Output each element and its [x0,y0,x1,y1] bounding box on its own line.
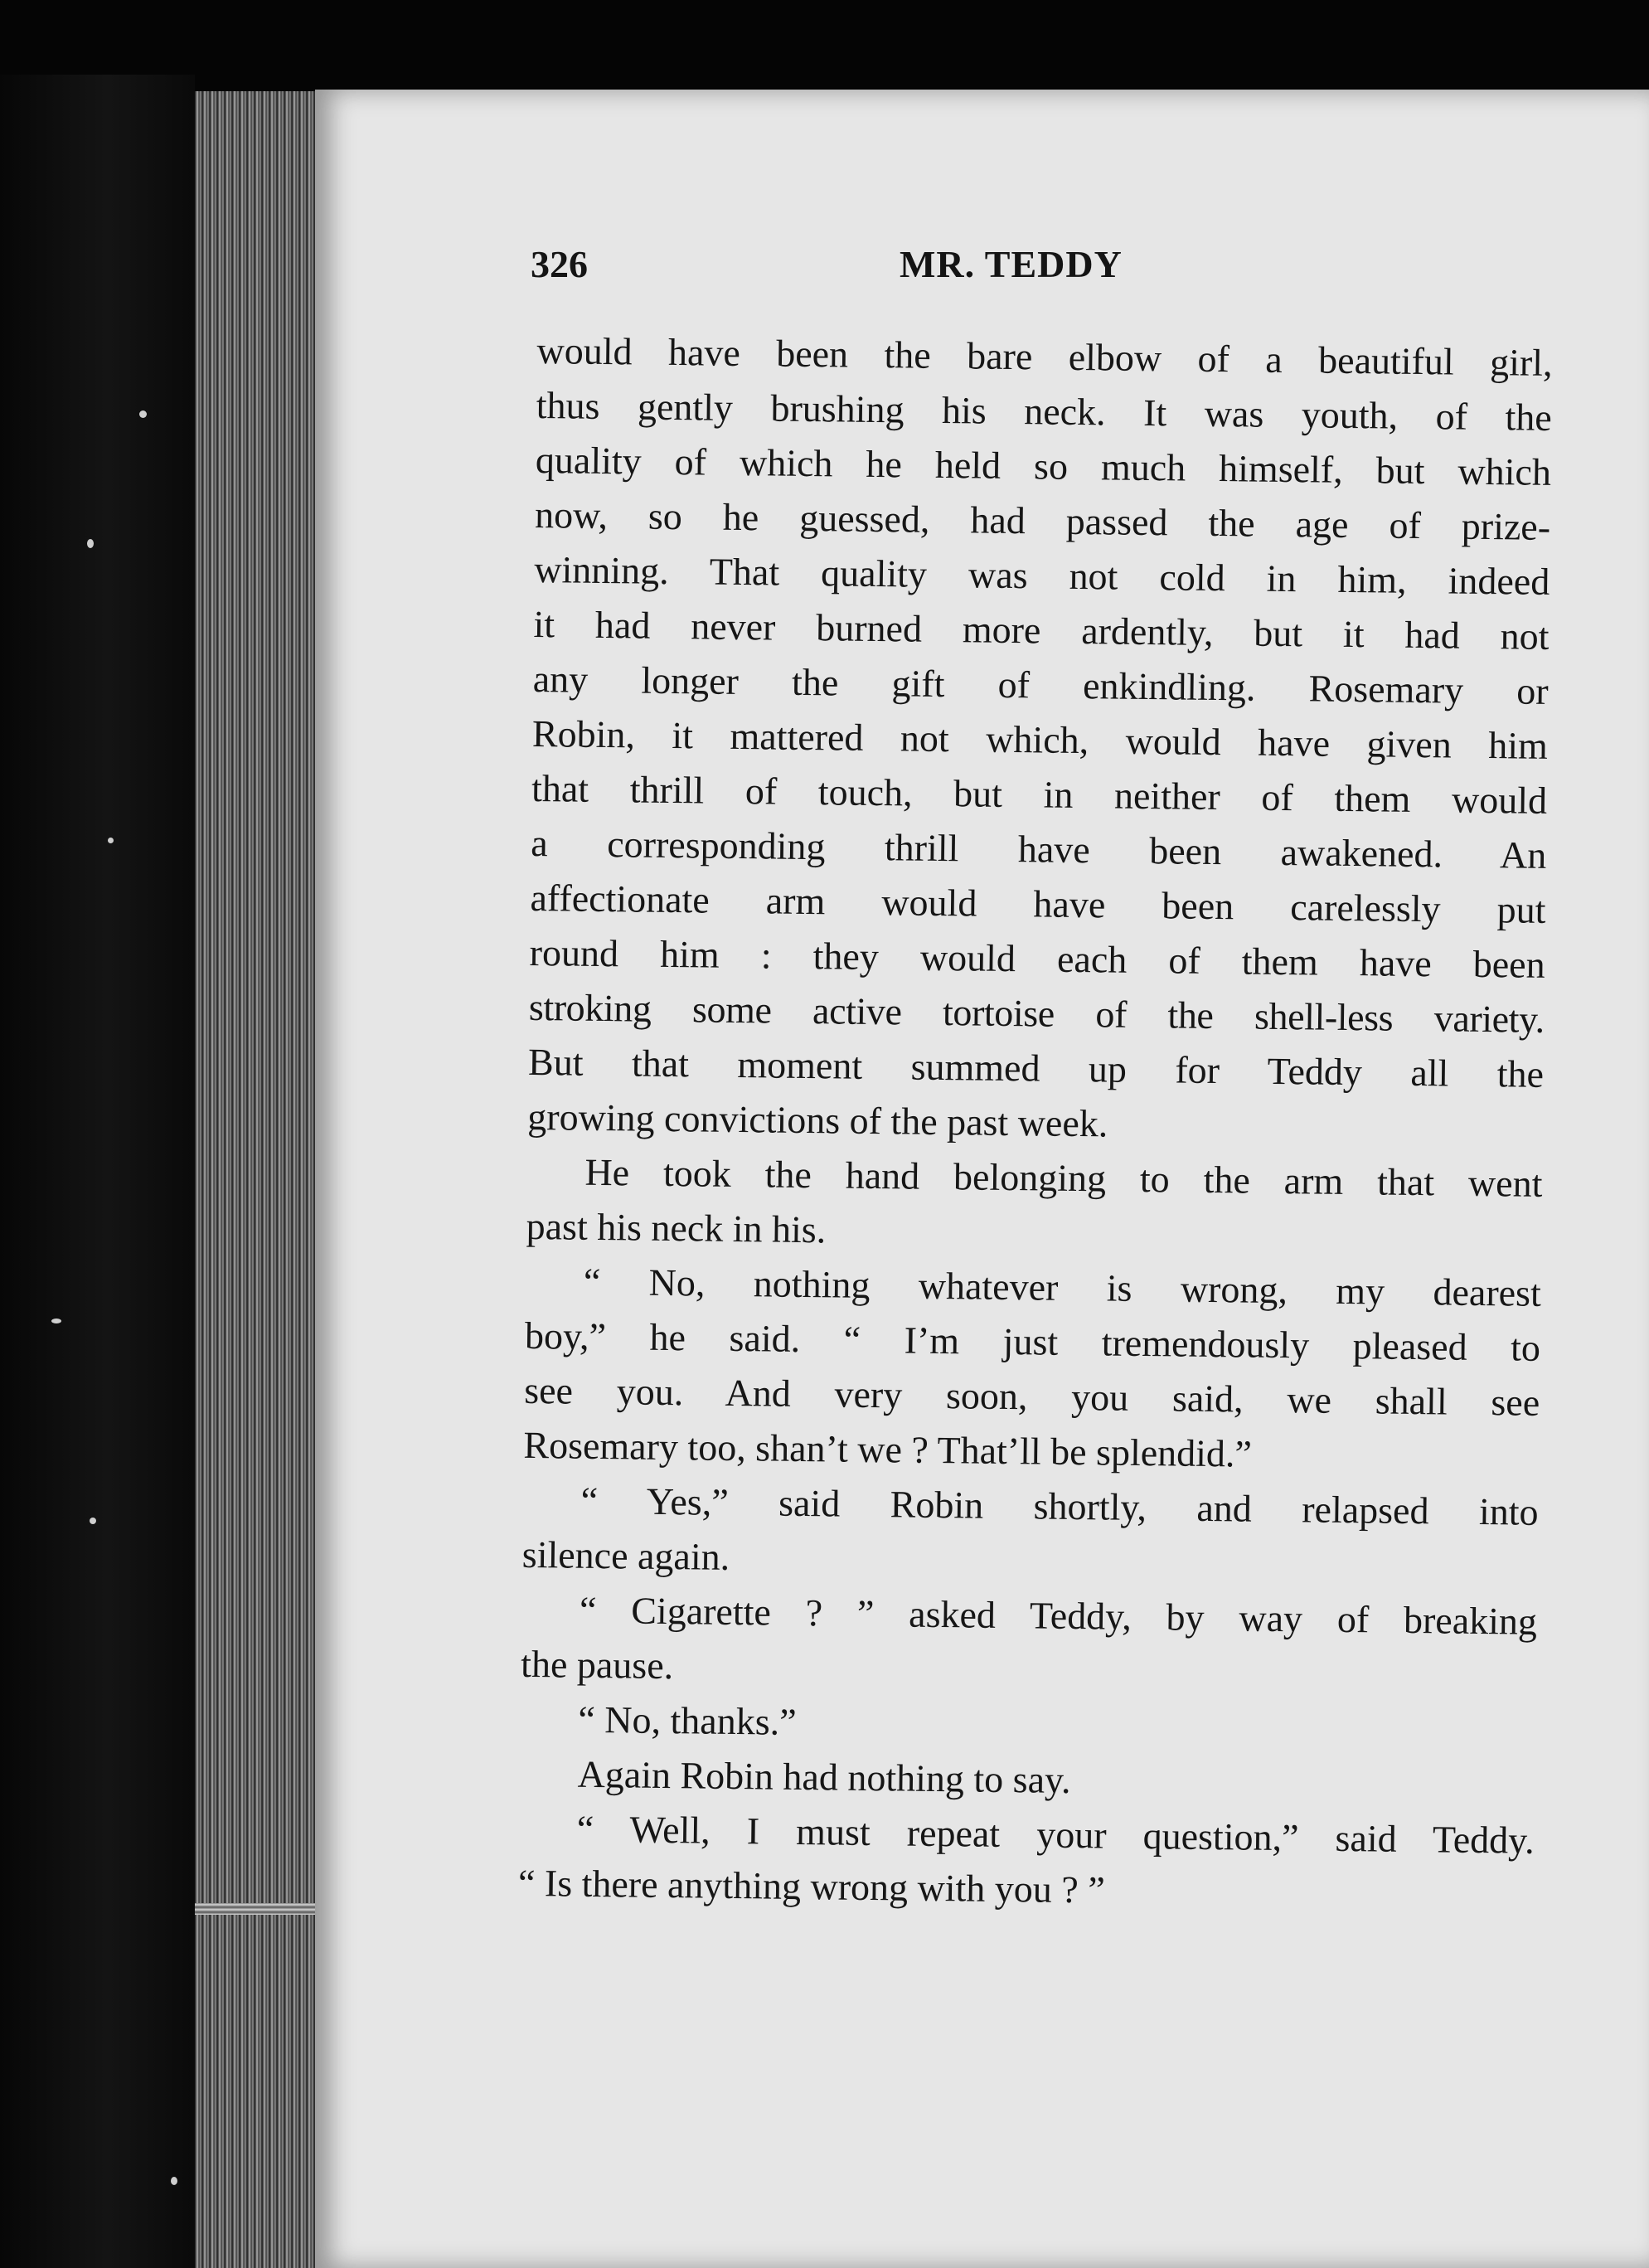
paragraph-end-line: growing convictions of the past week. [527,1095,1108,1145]
text-line: it had never burned more ardently, but it had not [533,602,1550,658]
paragraph-start-line: He took the hand belonging to the arm that went [584,1150,1543,1205]
paragraph-start-line: “ Yes,” said Robin shortly, and relapsed into [580,1479,1539,1533]
running-head: MR. TEDDY [900,243,1123,285]
paragraph-end-line: “ Is there anything wrong with you ? ” [517,1861,1105,1911]
page-number: 326 [531,243,588,285]
text-line: Robin, it mattered not which, would have given him [531,711,1549,767]
text-line: any longer the gift of enkindling. Rosemary or [532,657,1549,712]
page-edges-band [195,1903,319,1915]
paragraph-start-line: “ Cigarette ? ” asked Teddy, by way of breaking [579,1588,1538,1643]
text-line: thus gently brushing his neck. It was youth, of the [536,383,1553,439]
book-page-edges [195,91,319,2268]
paragraph-line: “ No, thanks.” [578,1697,797,1743]
paragraph-end-line: Rosemary too, shan’t we ? That’ll be splendid.” [523,1423,1253,1475]
text-line: affectionate arm would have been carelessly put [530,876,1546,931]
scan-speck [139,410,147,418]
text-line: round him : they would each of them have been [529,930,1545,986]
scan-speck [90,1518,96,1524]
body-text [518,323,1553,1923]
text-line: But that moment summed up for Teddy all the [527,1040,1545,1095]
text-line: quality of which he held so much himself, but which [535,438,1552,493]
page-header [531,242,1542,308]
paragraph-line: Again Robin had nothing to say. [577,1752,1071,1801]
text-line: now, so he guessed, had passed the age of prize- [534,493,1551,548]
paragraph-end-line: silence again. [521,1532,730,1578]
scan-speck [87,539,94,548]
paragraph-start-line: “ Well, I must repeat your question,” said Teddy. [576,1807,1535,1862]
text-line: stroking some active tortoise of the shell-less variety. [528,985,1545,1041]
text-line: see you. And very soon, you said, we shall see [523,1368,1540,1424]
scan-top-border [0,0,1649,91]
text-line: a corresponding thrill have been awakened. An [531,821,1547,877]
book-binding-shadow [0,75,195,2268]
scan-speck [171,2177,177,2185]
text-line: that thrill of touch, but in neither of them would [531,766,1548,822]
paragraph-start-line: “ No, nothing whatever is wrong, my dearest [583,1260,1542,1314]
text-line: winning. That quality was not cold in him, indeed [534,547,1550,603]
text-line: boy,” he said. “ I’m just tremendously pleased to [524,1314,1541,1369]
text-line: would have been the bare elbow of a beautiful girl, [536,328,1553,384]
paragraph-end-line: past his neck in his. [526,1204,827,1251]
scan-speck [51,1319,61,1323]
scan-speck [108,838,114,843]
paragraph-end-line: the pause. [520,1642,674,1688]
